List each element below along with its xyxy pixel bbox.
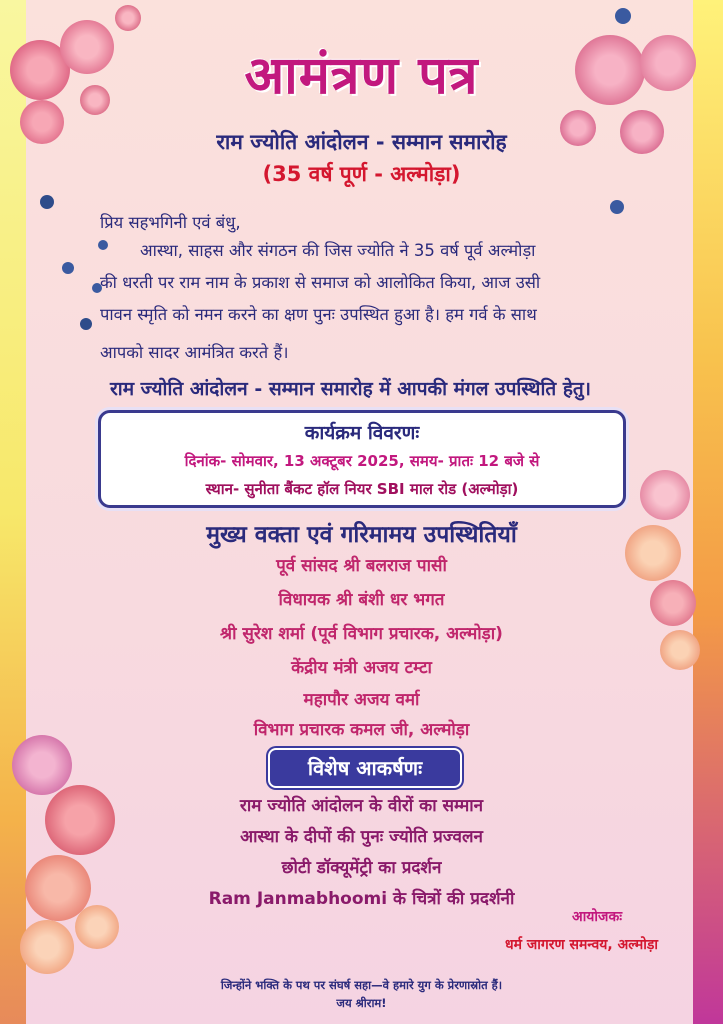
- special-attractions-badge: [268, 748, 462, 788]
- program-details-box: [98, 410, 626, 508]
- speakers-heading: मुख्य वक्ता एवं गरिमामय उपस्थितियाँ: [206, 522, 517, 548]
- speaker-item: विधायक श्री बंशी धर भगत: [278, 590, 445, 610]
- organizer-label: आयोजकः: [572, 909, 623, 925]
- body-line: पावन स्मृति को नमन करने का क्षण पुनः उपस्थित हुआ है। हम गर्व के साथ: [100, 305, 537, 324]
- event-subtitle: राम ज्योति आंदोलन - सम्मान समारोह: [216, 130, 507, 154]
- speaker-item: केंद्रीय मंत्री अजय टम्टा: [291, 658, 432, 678]
- program-venue: स्थान- सुनीता बैंकट हॉल नियर SBI माल रोड (अल्मोड़ा): [205, 480, 519, 498]
- event-anniversary: (35 वर्ष पूर्ण - अल्मोड़ा): [262, 162, 461, 186]
- special-attractions-heading: विशेष आकर्षणः: [307, 756, 423, 780]
- speaker-item: पूर्व सांसद श्री बलराज पासी: [276, 556, 447, 576]
- body-line: आस्था, साहस और संगठन की जिस ज्योति ने 35 वर्ष पूर्व अल्मोड़ा: [140, 241, 536, 260]
- speaker-item: श्री सुरेश शर्मा (पूर्व विभाग प्रचारक, अल्मोड़ा): [220, 624, 503, 644]
- body-line: आपको सादर आमंत्रित करते हैं।: [100, 343, 289, 362]
- body-line: की धरती पर राम नाम के प्रकाश से समाज को आलोकित किया, आज उसी: [100, 273, 541, 292]
- invitation-title: आमंत्रण पत्र: [244, 46, 479, 106]
- speaker-item: विभाग प्रचारक कमल जी, अल्मोड़ा: [253, 720, 470, 740]
- program-title: कार्यक्रम विवरणः: [304, 422, 420, 444]
- attraction-item: आस्था के दीपों की पुनः ज्योति प्रज्वलन: [240, 827, 483, 847]
- attraction-item: छोटी डॉक्यूमेंट्री का प्रदर्शन: [281, 858, 442, 878]
- greeting-text: प्रिय सहभगिनी एवं बंधु,: [100, 213, 241, 232]
- program-date-time: दिनांक- सोमवार, 13 अक्टूबर 2025, समय- प्रातः 12 बजे से: [184, 452, 540, 470]
- speaker-item: महापौर अजय वर्मा: [303, 690, 420, 710]
- footer-salutation: जय श्रीराम!: [336, 996, 387, 1010]
- organizer-name: धर्म जागरण समन्वय, अल्मोड़ा: [505, 937, 658, 953]
- attraction-item: राम ज्योति आंदोलन के वीरों का सम्मान: [239, 796, 484, 816]
- tagline-text: राम ज्योति आंदोलन - सम्मान समारोह में आपकी मंगल उपस्थिति हेतु।: [110, 378, 591, 400]
- attraction-item: Ram Janmabhoomi के चित्रों की प्रदर्शनी: [208, 889, 515, 909]
- footer-quote: जिन्होंने भक्ति के पथ पर संघर्ष सहा—वे हमारे युग के प्रेरणास्रोत हैं।: [220, 978, 503, 992]
